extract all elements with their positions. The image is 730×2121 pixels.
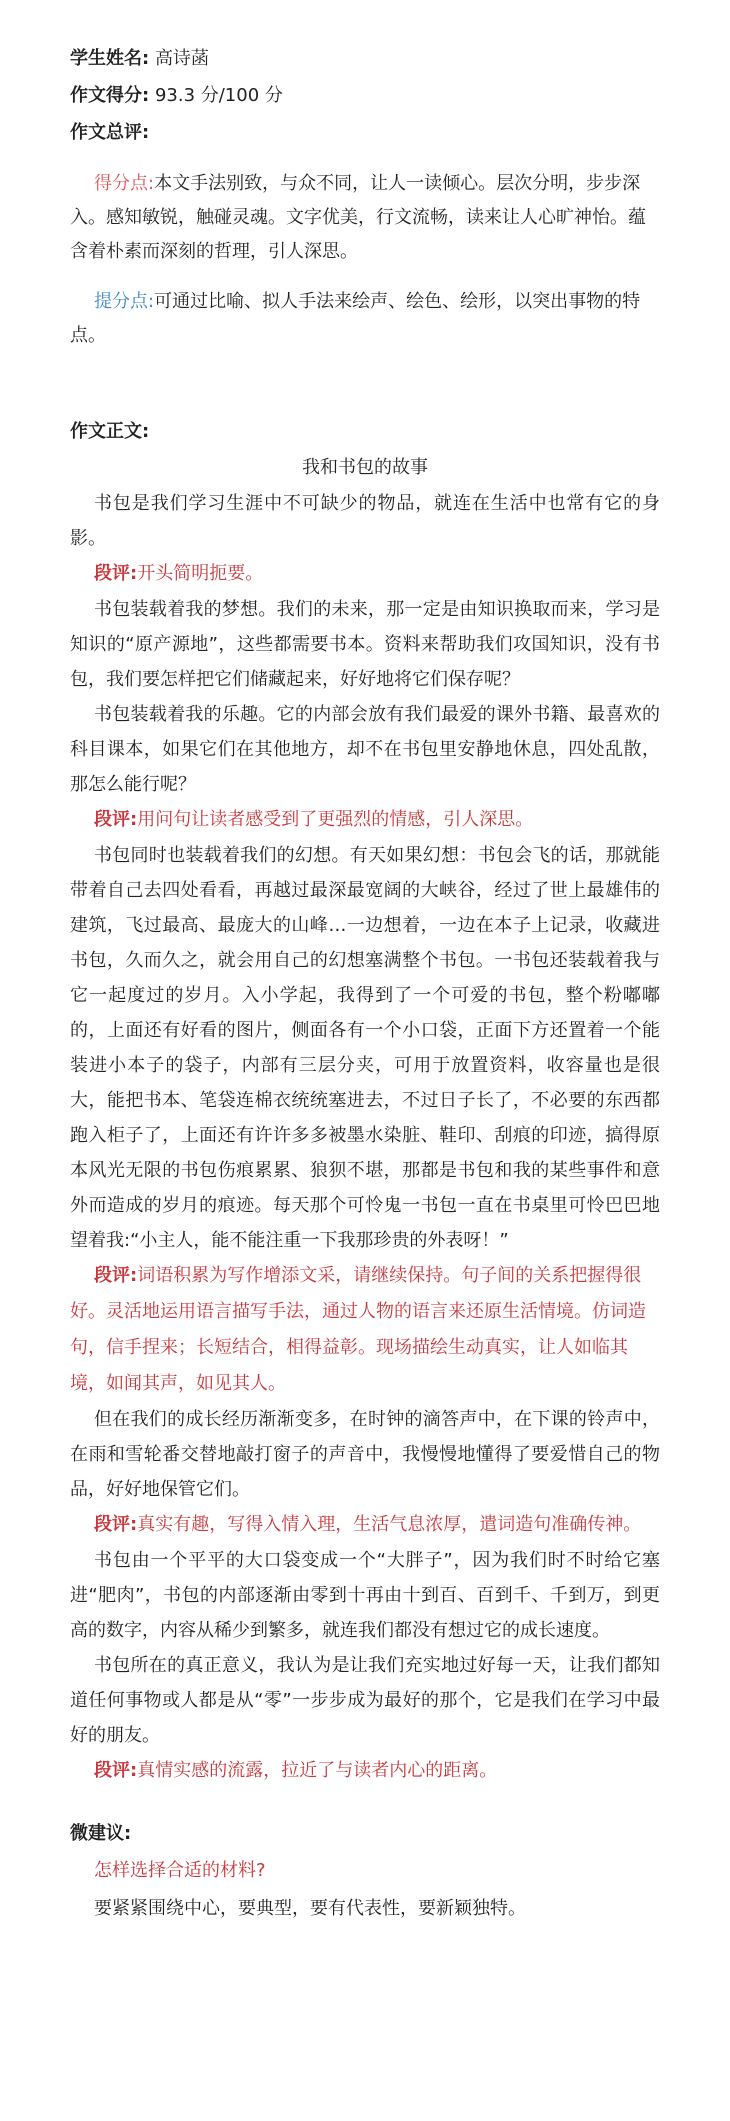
- essay-paragraph: 书包装载着我的乐趣。它的内部会放有我们最爱的课外书籍、最喜欢的科目课本，如果它们在其他地方，却不在书包里安静地休息，四处乱散，那怎么能行呢？: [70, 704, 660, 795]
- essay-score-value: 93.3 分/100 分: [154, 85, 283, 106]
- suggestion-label: 微建议:: [70, 1823, 132, 1844]
- paragraph-comment-text: 用问句让读者感受到了更强烈的情感，引人深思。: [137, 809, 534, 830]
- suggestion-line: [70, 1815, 660, 1852]
- student-name-label: 学生姓名:: [70, 48, 150, 69]
- essay-title: 我和书包的故事: [302, 457, 428, 478]
- essay-score-label: 作文得分:: [70, 85, 150, 106]
- paragraph-comment-label: 段评:: [94, 1265, 138, 1286]
- score-points-label: 得分点:: [94, 173, 155, 194]
- essay-paragraph: 书包所在的真正意义，我认为是让我们充实地过好每一天，让我们都知道任何事物或人都是从“零”一步步成为最好的那个，它是我们在学习中最好的朋友。: [70, 1655, 660, 1746]
- essay-score-line: [70, 77, 660, 114]
- paragraph-comment-text: 开头简明扼要。: [137, 563, 264, 584]
- improvement-points: [70, 285, 660, 353]
- score-points: [70, 167, 660, 269]
- suggestion-answer: 要紧紧围绕中心，要典型，要有代表性，要新颖独特。: [94, 1898, 526, 1919]
- paragraph-comment: [70, 1258, 660, 1402]
- essay-paragraph: 但在我们的成长经历渐渐变多，在时钟的滴答声中，在下课的铃声中，在雨和雪轮番交替地敲打窗子的声音中，我慢慢地懂得了要爱惜自己的物品，好好地保管它们。: [70, 1409, 660, 1500]
- student-name-value: 高诗菡: [154, 48, 209, 69]
- paragraph-comment: [70, 556, 660, 592]
- paragraph-comment-label: 段评:: [94, 809, 138, 830]
- paragraph-comment-text: 真实有趣，写得入情入理，生活气息浓厚，遣词造句准确传神。: [137, 1514, 642, 1535]
- student-name-line: [70, 40, 660, 77]
- paragraph-comment-text: 真情实感的流露，拉近了与读者内心的距离。: [137, 1760, 498, 1781]
- overall-review-label: 作文总评:: [70, 122, 150, 143]
- essay-paragraph: 书包装载着我的梦想。我们的未来，那一定是由知识换取而来，学习是知识的“原产源地”，这些都需要书本。资料来帮助我们攻国知识，没有书包，我们要怎样把它们储藏起来，好好地将它们保存呢？: [70, 599, 660, 690]
- paragraph-comment: [70, 1753, 660, 1789]
- improvement-points-label: 提分点:: [94, 291, 155, 312]
- paragraph-comment: [70, 802, 660, 838]
- essay-paragraph: 书包由一个平平的大口袋变成一个“大胖子”，因为我们时不时给它塞进“肥肉”，书包的内部逐渐由零到十再由十到百、百到千、千到万，到更高的数字，内容从稀少到繁多，就连我们都没有想过它的成长速度。: [70, 1550, 660, 1641]
- essay-paragraph: 书包是我们学习生涯中不可缺少的物品，就连在生活中也常有它的身影。: [70, 493, 660, 549]
- paragraph-comment-label: 段评:: [94, 1514, 138, 1535]
- paragraph-comment: [70, 1507, 660, 1543]
- overall-review-line: [70, 114, 660, 151]
- essay-paragraph: 书包同时也装载着我们的幻想。有天如果幻想：书包会飞的话，那就能带着自己去四处看看，再越过最深最宽阔的大峡谷，经过了世上最雄伟的建筑，飞过最高、最庞大的山峰…一边想着，一边在本子上记录，收藏进书包，久而久之，就会用自己的幻想塞满整个书包。一书包还装载着我与它一起度过的岁月。入小学起，我得到了一个可爱的书包，整个粉嘟嘟的，上面还有好看的图片，侧面各有一个小口袋，正面下方还置着一个能装进小本子的袋子，内部有三层分夹，可用于放置资料，收容量也是很大，能把书本、笔袋连棉衣统统塞进去，不过日子长了，不必要的东西都跑入柜子了，上面还有许许多多被墨水染脏、鞋印、刮痕的印迹，搞得原本风光无限的书包伤痕累累、狼狈不堪，那都是书包和我的某些事件和意外而造成的岁月的痕迹。每天那个可怜鬼一书包一直在书桌里可怜巴巴地望着我:“小主人，能不能注重一下我那珍贵的外表呀！”: [70, 845, 660, 1251]
- score-points-text: 本文手法别致，与众不同，让人一读倾心。层次分明，步步深入。感知敏锐，触碰灵魂。文字优美，行文流畅，读来让人心旷神怡。蕴含着朴素而深刻的哲理，引人深思。: [70, 173, 646, 262]
- paragraph-comment-label: 段评:: [94, 1760, 138, 1781]
- essay-content: [70, 486, 660, 1789]
- essay-body-line: [70, 413, 660, 450]
- essay-body-label: 作文正文:: [70, 421, 150, 442]
- improvement-points-text: 可通过比喻、拟人手法来绘声、绘色、绘形，以突出事物的特点。: [70, 291, 641, 346]
- suggestion-question: 怎样选择合适的材料?: [94, 1860, 266, 1881]
- paragraph-comment-label: 段评:: [94, 563, 138, 584]
- paragraph-comment-text: 词语积累为写作增添文采，请继续保持。句子间的关系把握得很好。灵活地运用语言描写手法，通过人物的语言来还原生活情境。仿词造句，信手捏来；长短结合，相得益彰。现场描绘生动真实，让人如临其境，如闻其声，如见其人。: [70, 1265, 646, 1394]
